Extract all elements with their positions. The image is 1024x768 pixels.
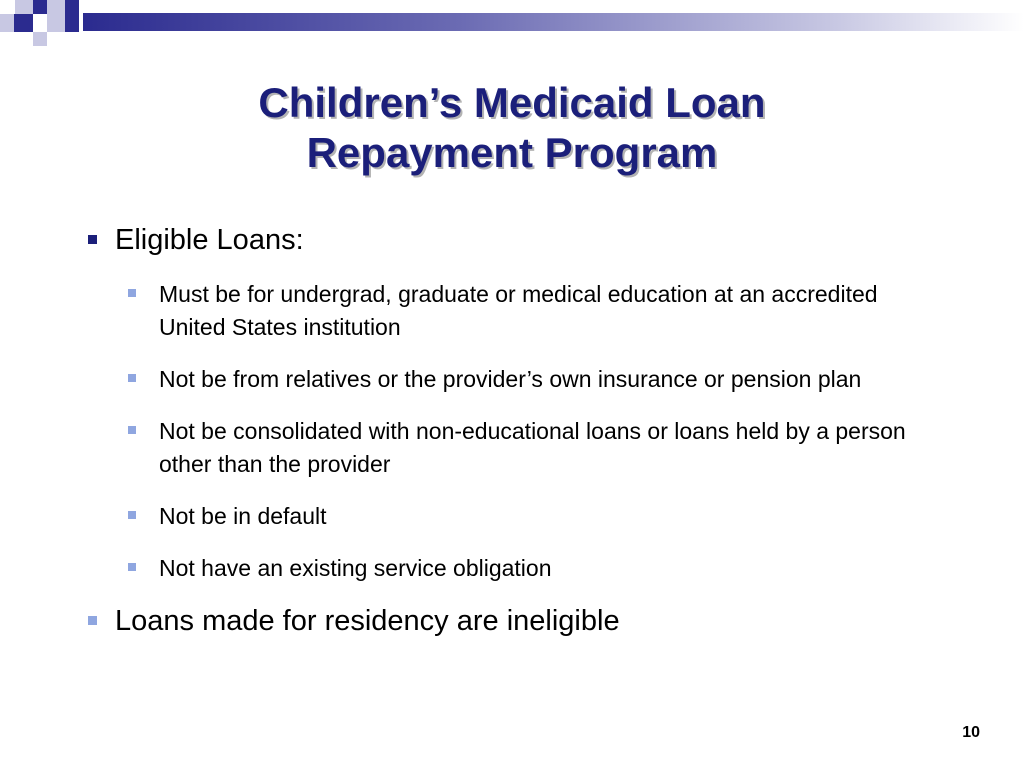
header-decoration [0, 0, 1024, 60]
sub-bullet-text: Must be for undergrad, graduate or medical education at an accredited United States institution [159, 281, 878, 340]
square-bullet-icon [128, 563, 136, 571]
deco-square [15, 0, 33, 14]
bullet-residency [88, 603, 948, 639]
deco-square [14, 14, 33, 32]
sub-bullet [88, 500, 948, 533]
square-bullet-icon [128, 289, 136, 297]
deco-square [33, 0, 47, 14]
sub-bullet [88, 552, 948, 585]
slide-title [112, 78, 912, 178]
deco-square [47, 14, 65, 32]
slide-title-line2: Repayment Program [306, 129, 718, 176]
deco-square [65, 14, 79, 32]
sub-bullet-text: Not be consolidated with non-educational loans or loans held by a person other than the provider [159, 418, 906, 477]
deco-square [0, 14, 14, 32]
sub-bullet-text: Not be from relatives or the provider’s own insurance or pension plan [159, 366, 862, 392]
square-bullet-icon [128, 374, 136, 382]
sub-bullet [88, 278, 948, 344]
slide-body [88, 222, 948, 639]
deco-square [33, 32, 47, 46]
square-bullet-icon [88, 235, 97, 244]
page-number: 10 [962, 724, 980, 741]
header-gradient-bar [83, 13, 1024, 31]
sub-bullet [88, 415, 948, 481]
square-bullet-icon [88, 616, 97, 625]
slide-title-line1: Children’s Medicaid Loan [258, 79, 766, 126]
sub-bullet-text: Not have an existing service obligation [159, 555, 552, 581]
square-bullet-icon [128, 426, 136, 434]
bullet-eligible-loans [88, 222, 948, 258]
sub-bullet [88, 363, 948, 396]
deco-square [65, 0, 79, 14]
bullet-text: Loans made for residency are ineligible [115, 605, 620, 637]
square-bullet-icon [128, 511, 136, 519]
bullet-text: Eligible Loans: [115, 224, 304, 256]
sub-bullet-text: Not be in default [159, 503, 327, 529]
deco-square [47, 0, 65, 14]
deco-square [14, 32, 33, 46]
